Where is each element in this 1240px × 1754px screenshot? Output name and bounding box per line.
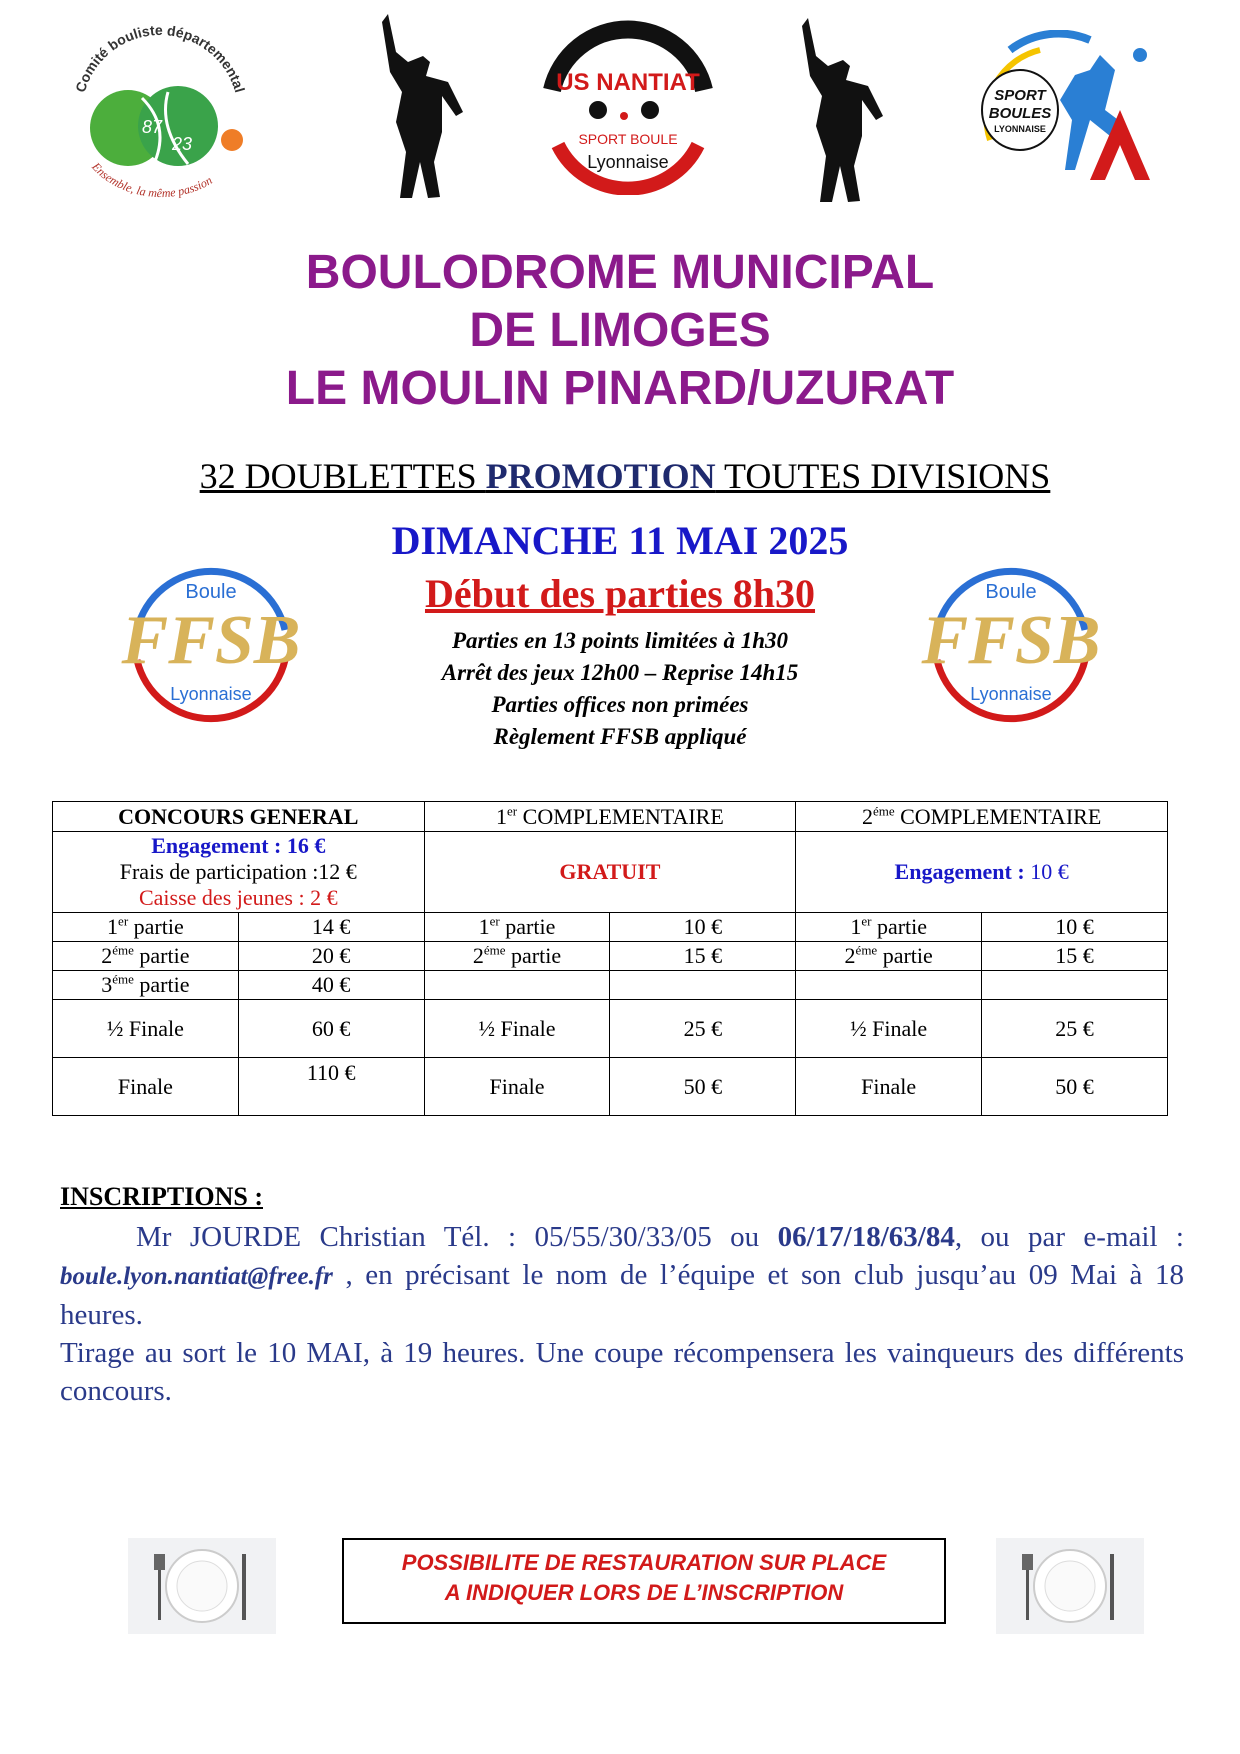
subtitle-promotion: PROMOTION [485, 456, 716, 496]
general-value: 14 € [238, 913, 424, 942]
rule-line: Parties offices non primées [491, 692, 749, 717]
ffsb-right-boule: Boule [985, 581, 1037, 603]
title-line1: BOULODROME MUNICIPAL [305, 246, 935, 299]
header-complementaire-1: 1er COMPLEMENTAIRE [424, 802, 796, 832]
empty-cell [424, 971, 610, 1000]
row-label: $2^{éme}$ partie [424, 942, 610, 971]
sport-boules-line2: BOULES [988, 105, 1052, 122]
ffsb-logo-right [905, 560, 1120, 725]
inscriptions-body [60, 1218, 1184, 1410]
restauration-notice [342, 1538, 946, 1624]
ffsb-right-text: FFSB [921, 602, 1101, 679]
sport-boules-line1: SPORT [994, 87, 1046, 104]
row-label: ½ Finale [424, 1000, 610, 1058]
contact-text: Mr JOURDE Christian Tél. : 05/55/30/33/05 ou [136, 1221, 778, 1253]
row-label: ½ Finale [53, 1000, 239, 1058]
empty-cell [796, 971, 982, 1000]
header-complementaire-2: $2^{éme}$ COMPLEMENTAIRE [796, 802, 1168, 832]
comp2-value: 50 € [982, 1058, 1168, 1116]
rule-line: Parties en 13 points limitées à 1h30 [451, 628, 789, 653]
sport-boules-line3: LYONNAISE [994, 124, 1046, 134]
header-concours-general: CONCOURS GENERAL [53, 802, 425, 832]
table-header-row [53, 802, 1168, 832]
comp1-value: 15 € [610, 942, 796, 971]
us-nantiat-logo [538, 20, 718, 195]
comite-num-87: 87 [142, 117, 163, 137]
row-label: $2^{éme}$ partie [53, 942, 239, 971]
rule-line: Arrêt des jeux 12h00 – Reprise 14h15 [441, 660, 799, 685]
comite-arc-text: Comité bouliste départemental [72, 21, 249, 95]
table-row [53, 971, 1168, 1000]
draw-info: Tirage au sort le 10 MAI, à 19 heures. Une coupe récompensera les vainqueurs des différents concours. [60, 1337, 1184, 1407]
table-row [53, 942, 1168, 971]
prize-table [52, 801, 1168, 1116]
row-label: $3^{éme}$ partie [53, 971, 239, 1000]
table-row [53, 1058, 1168, 1116]
plate-cutlery-left-icon [128, 1538, 276, 1634]
general-value: 110 € [238, 1058, 424, 1116]
mobile-number: 06/17/18/63/84 [777, 1221, 955, 1253]
subtitle-part1: 32 DOUBLETTES [199, 456, 486, 496]
row-label: $2^{éme}$ partie [796, 942, 982, 971]
row-label: 1er partie [53, 913, 239, 942]
row-label: Finale [796, 1058, 982, 1116]
svg-text:Comité bouliste départemental [72, 22, 248, 94]
inscriptions-title: INSCRIPTIONS : [60, 1182, 263, 1211]
comite-num-23: 23 [172, 134, 193, 154]
competition-subtitle [175, 455, 1075, 497]
after-email: , en précisant le nom de l’équipe et son club jusqu’au 09 Mai à 18 heures. [60, 1259, 1184, 1331]
comp2-value: 15 € [982, 942, 1168, 971]
us-nantiat-lyonnaise: Lyonnaise [587, 152, 669, 172]
row-label: 1er partie [424, 913, 610, 942]
general-caisse: Caisse des jeunes : 2 € [138, 885, 338, 910]
ffsb-logo-left [105, 560, 320, 725]
sport-boules-lyonnaise-logo [980, 30, 1160, 190]
comp1-value: 50 € [610, 1058, 796, 1116]
fees-row [53, 832, 1168, 913]
general-value: 40 € [238, 971, 424, 1000]
table-row [53, 913, 1168, 942]
email-link[interactable]: boule.lyon.nantiat@free.fr [60, 1263, 333, 1290]
general-value: 60 € [238, 1000, 424, 1058]
general-engagement: Engagement : 16 € [151, 833, 326, 858]
general-value: 20 € [238, 942, 424, 971]
general-fees [53, 832, 425, 913]
ffsb-left-text: FFSB [121, 602, 301, 679]
comp2-value: 25 € [982, 1000, 1168, 1058]
title-line3: LE MOULIN PINARD/UZURAT [285, 362, 955, 415]
event-date: DIMANCHE 11 MAI 2025 [391, 518, 849, 563]
comite-motto: Ensemble, la même passion [89, 159, 215, 201]
row-label: 1er partie [796, 913, 982, 942]
comite-bouliste-logo [60, 18, 260, 208]
us-nantiat-name: US NANTIAT [556, 69, 700, 96]
comp2-value: 10 € [982, 913, 1168, 942]
row-label: Finale [424, 1058, 610, 1116]
empty-cell [610, 971, 796, 1000]
after-mobile: , ou par e-mail : [954, 1221, 1184, 1253]
ffsb-right-lyonnaise: Lyonnaise [970, 684, 1052, 704]
rule-line: Règlement FFSB appliqué [493, 724, 747, 749]
rules-block [380, 625, 860, 753]
ffsb-left-boule: Boule [185, 581, 237, 603]
us-nantiat-sport-boule: SPORT BOULE [578, 131, 678, 147]
comp1-value: 25 € [610, 1000, 796, 1058]
player-silhouette-right-icon [788, 16, 898, 206]
inscriptions-contact-paragraph [60, 1218, 1184, 1334]
row-label: ½ Finale [796, 1000, 982, 1058]
ffsb-left-lyonnaise: Lyonnaise [170, 684, 252, 704]
restauration-line1: POSSIBILITE DE RESTAURATION SUR PLACE [401, 1550, 887, 1575]
comp1-fee: GRATUIT [424, 832, 796, 913]
plate-cutlery-right-icon [996, 1538, 1144, 1634]
row-label: Finale [53, 1058, 239, 1116]
start-time: Début des parties 8h30 [424, 571, 816, 616]
title-line2: DE LIMOGES [469, 304, 771, 357]
comp2-fee: Engagement : 10 € [796, 832, 1168, 913]
svg-text:Ensemble, la même passion [88, 159, 214, 200]
table-row [53, 1000, 1168, 1058]
empty-cell [982, 971, 1168, 1000]
comp1-value: 10 € [610, 913, 796, 942]
general-frais: Frais de participation :12 € [119, 859, 357, 884]
subtitle-part2: TOUTES DIVISIONS [715, 456, 1051, 496]
player-silhouette-left-icon [368, 12, 478, 202]
restauration-line2: A INDIQUER LORS DE L’INSCRIPTION [444, 1580, 844, 1605]
